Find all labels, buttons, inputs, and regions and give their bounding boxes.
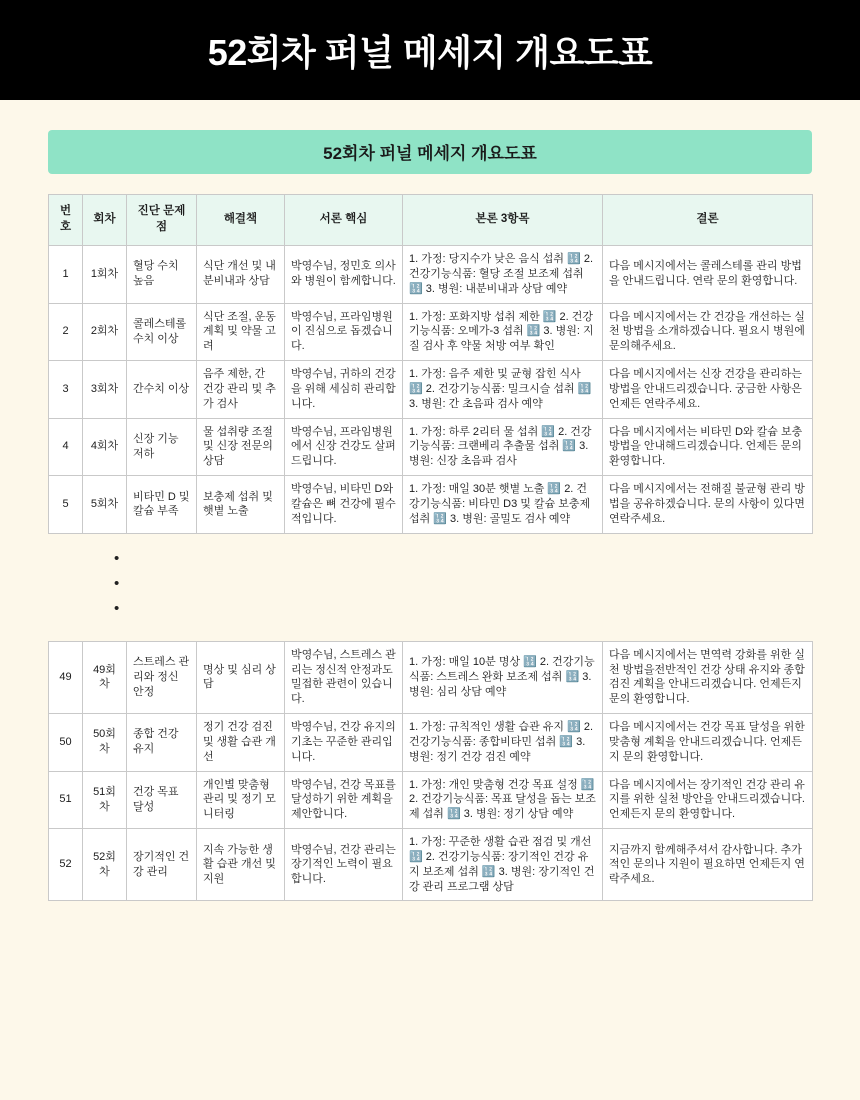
cell-round: 50회차: [83, 714, 127, 772]
cell-conclusion: 다음 메시지에서는 면역력 강화를 위한 실천 방법을전반적인 건강 상태 유지와 종합 검진 계획을 안내드리겠습니다. 언제든지 문의 환영합니다.: [603, 641, 813, 713]
cell-body: 1. 가정: 개인 맞춤형 건강 목표 설정 🔢 2. 건강기능식품: 목표 달성을 돕는 보조제 섭취 🔢 3. 병원: 정기 상담 예약: [403, 771, 603, 829]
cell-solution: 정기 건강 검진 및 생활 습관 개선: [197, 714, 285, 772]
cell-number: 52: [49, 829, 83, 901]
cell-number: 5: [49, 476, 83, 534]
table-row: [49, 641, 813, 713]
cell-round: 3회차: [83, 361, 127, 419]
cell-body: 1. 가정: 포화지방 섭취 제한 🔢 2. 건강기능식품: 오메가-3 섭취 🔢 3. 병원: 지질 검사 후 약물 처방 여부 확인: [403, 303, 603, 361]
cell-body: 1. 가정: 매일 30분 햇볕 노출 🔢 2. 건강기능식품: 비타민 D3 및 칼슘 보충제 섭취 🔢 3. 병원: 골밀도 검사 예약: [403, 476, 603, 534]
cell-number: 49: [49, 641, 83, 713]
cell-round: 52회차: [83, 829, 127, 901]
column-header-body: 본론 3항목: [403, 195, 603, 246]
table-row: [49, 361, 813, 419]
cell-intro: 박영수님, 건강 목표를 달성하기 위한 계획을 제안합니다.: [285, 771, 403, 829]
funnel-table-bottom: [48, 641, 813, 902]
column-header-round: 회차: [83, 195, 127, 246]
document-content: [0, 130, 860, 901]
cell-intro: 박영수님, 건강 관리는 장기적인 노력이 필요합니다.: [285, 829, 403, 901]
cell-body: 1. 가정: 당지수가 낮은 음식 섭취 🔢 2. 건강기능식품: 혈당 조절 보조제 섭취 🔢 3. 병원: 내분비내과 상담 예약: [403, 246, 603, 304]
cell-round: 49회차: [83, 641, 127, 713]
doc-title-bar: [48, 130, 812, 174]
cell-number: 1: [49, 246, 83, 304]
cell-solution: 물 섭취량 조절 및 신장 전문의 상담: [197, 418, 285, 476]
cell-number: 4: [49, 418, 83, 476]
table-row: [49, 303, 813, 361]
column-header-conclusion: 결론: [603, 195, 813, 246]
cell-intro: 박영수님, 비타민 D와 칼슘은 뼈 건강에 필수적입니다.: [285, 476, 403, 534]
cell-solution: 명상 및 심리 상담: [197, 641, 285, 713]
cell-intro: 박영수님, 귀하의 건강을 위해 세심히 관리합니다.: [285, 361, 403, 419]
table-row: [49, 246, 813, 304]
cell-conclusion: 다음 메시지에서는 신장 건강을 관리하는 방법을 안내드리겠습니다. 궁금한 사항은 언제든 연락주세요.: [603, 361, 813, 419]
cell-problem: 간수치 이상: [127, 361, 197, 419]
cell-number: 2: [49, 303, 83, 361]
cell-problem: 스트레스 관리와 정신 안정: [127, 641, 197, 713]
cell-problem: 종합 건강 유지: [127, 714, 197, 772]
doc-title: 52회차 퍼널 메세지 개요도표: [323, 144, 537, 163]
cell-body: 1. 가정: 하루 2리터 물 섭취 🔢 2. 건강기능식품: 크랜베리 추출물 섭취 🔢 3. 병원: 신장 초음파 검사: [403, 418, 603, 476]
cell-intro: 박영수님, 건강 유지의 기초는 꾸준한 관리입니다.: [285, 714, 403, 772]
page-title: 52회차 퍼널 메세지 개요도표: [207, 31, 653, 73]
list-item: [114, 552, 812, 577]
cell-solution: 보충제 섭취 및 햇볕 노출: [197, 476, 285, 534]
cell-intro: 박영수님, 프라임병원에서 신장 건강도 살펴드립니다.: [285, 418, 403, 476]
cell-problem: 신장 기능 저하: [127, 418, 197, 476]
cell-body: 1. 가정: 규칙적인 생활 습관 유지 🔢 2. 건강기능식품: 종합비타민 섭취 🔢 3. 병원: 정기 건강 검진 예약: [403, 714, 603, 772]
cell-solution: 식단 개선 및 내분비내과 상담: [197, 246, 285, 304]
table-header-row: [49, 195, 813, 246]
list-item: [114, 602, 812, 627]
cell-body: 1. 가정: 음주 제한 및 균형 잡힌 식사 🔢 2. 건강기능식품: 밀크시슬 섭취 🔢 3. 병원: 간 초음파 검사 예약: [403, 361, 603, 419]
cell-round: 4회차: [83, 418, 127, 476]
table-row: [49, 476, 813, 534]
cell-solution: 음주 제한, 간 건강 관리 및 추가 검사: [197, 361, 285, 419]
cell-problem: 혈당 수치 높음: [127, 246, 197, 304]
cell-solution: 개인별 맞춤형 관리 및 정기 모니터링: [197, 771, 285, 829]
column-header-intro: 서론 핵심: [285, 195, 403, 246]
cell-solution: 식단 조절, 운동 계획 및 약물 고려: [197, 303, 285, 361]
cell-conclusion: 다음 메시지에서는 비타민 D와 칼슘 보충 방법을 안내해드리겠습니다. 언제든 문의 환영합니다.: [603, 418, 813, 476]
cell-conclusion: 다음 메시지에서는 건강 목표 달성을 위한 맞춤형 계획을 안내드리겠습니다. 언제든지 문의 환영합니다.: [603, 714, 813, 772]
cell-body: 1. 가정: 매일 10분 명상 🔢 2. 건강기능식품: 스트레스 완화 보조제 섭취 🔢 3. 병원: 심리 상담 예약: [403, 641, 603, 713]
cell-conclusion: 다음 메시지에서는 전해질 불균형 관리 방법을 공유하겠습니다. 문의 사항이 있다면 연락주세요.: [603, 476, 813, 534]
table-row: [49, 829, 813, 901]
cell-round: 1회차: [83, 246, 127, 304]
cell-conclusion: 다음 메시지에서는 장기적인 건강 관리 유지를 위한 실천 방안을 안내드리겠습니다. 언제든지 문의 환영합니다.: [603, 771, 813, 829]
cell-round: 51회차: [83, 771, 127, 829]
column-header-solution: 해결책: [197, 195, 285, 246]
cell-problem: 콜레스테롤 수치 이상: [127, 303, 197, 361]
cell-problem: 건강 목표 달성: [127, 771, 197, 829]
cell-conclusion: 다음 메시지에서는 콜레스테롤 관리 방법을 안내드립니다. 연락 문의 환영합니다.: [603, 246, 813, 304]
funnel-table-top: [48, 194, 813, 534]
cell-body: 1. 가정: 꾸준한 생활 습관 점검 및 개선 🔢 2. 건강기능식품: 장기적인 건강 유지 보조제 섭취 🔢 3. 병원: 장기적인 건강 관리 프로그램 상담: [403, 829, 603, 901]
table-row: [49, 714, 813, 772]
table-row: [49, 771, 813, 829]
cell-intro: 박영수님, 정민호 의사와 병원이 함께합니다.: [285, 246, 403, 304]
cell-conclusion: 다음 메시지에서는 간 건강을 개선하는 실천 방법을 소개하겠습니다. 필요시 병원에 문의해주세요.: [603, 303, 813, 361]
cell-solution: 지속 가능한 생활 습관 개선 및 지원: [197, 829, 285, 901]
cell-number: 50: [49, 714, 83, 772]
column-header-problem: 진단 문제점: [127, 195, 197, 246]
cell-number: 3: [49, 361, 83, 419]
column-header-number: 번호: [49, 195, 83, 246]
ellipsis-bullet-list: [48, 552, 812, 627]
cell-round: 5회차: [83, 476, 127, 534]
list-item: [114, 577, 812, 602]
cell-problem: 비타민 D 및 칼슘 부족: [127, 476, 197, 534]
header-banner: [0, 0, 860, 100]
cell-conclusion: 지금까지 함께해주셔서 감사합니다. 추가적인 문의나 지원이 필요하면 언제든지 연락주세요.: [603, 829, 813, 901]
cell-problem: 장기적인 건강 관리: [127, 829, 197, 901]
cell-intro: 박영수님, 스트레스 관리는 정신적 안정과도 밀접한 관련이 있습니다.: [285, 641, 403, 713]
cell-intro: 박영수님, 프라임병원이 진심으로 돕겠습니다.: [285, 303, 403, 361]
cell-number: 51: [49, 771, 83, 829]
cell-round: 2회차: [83, 303, 127, 361]
table-row: [49, 418, 813, 476]
table-header-top: [49, 195, 813, 246]
